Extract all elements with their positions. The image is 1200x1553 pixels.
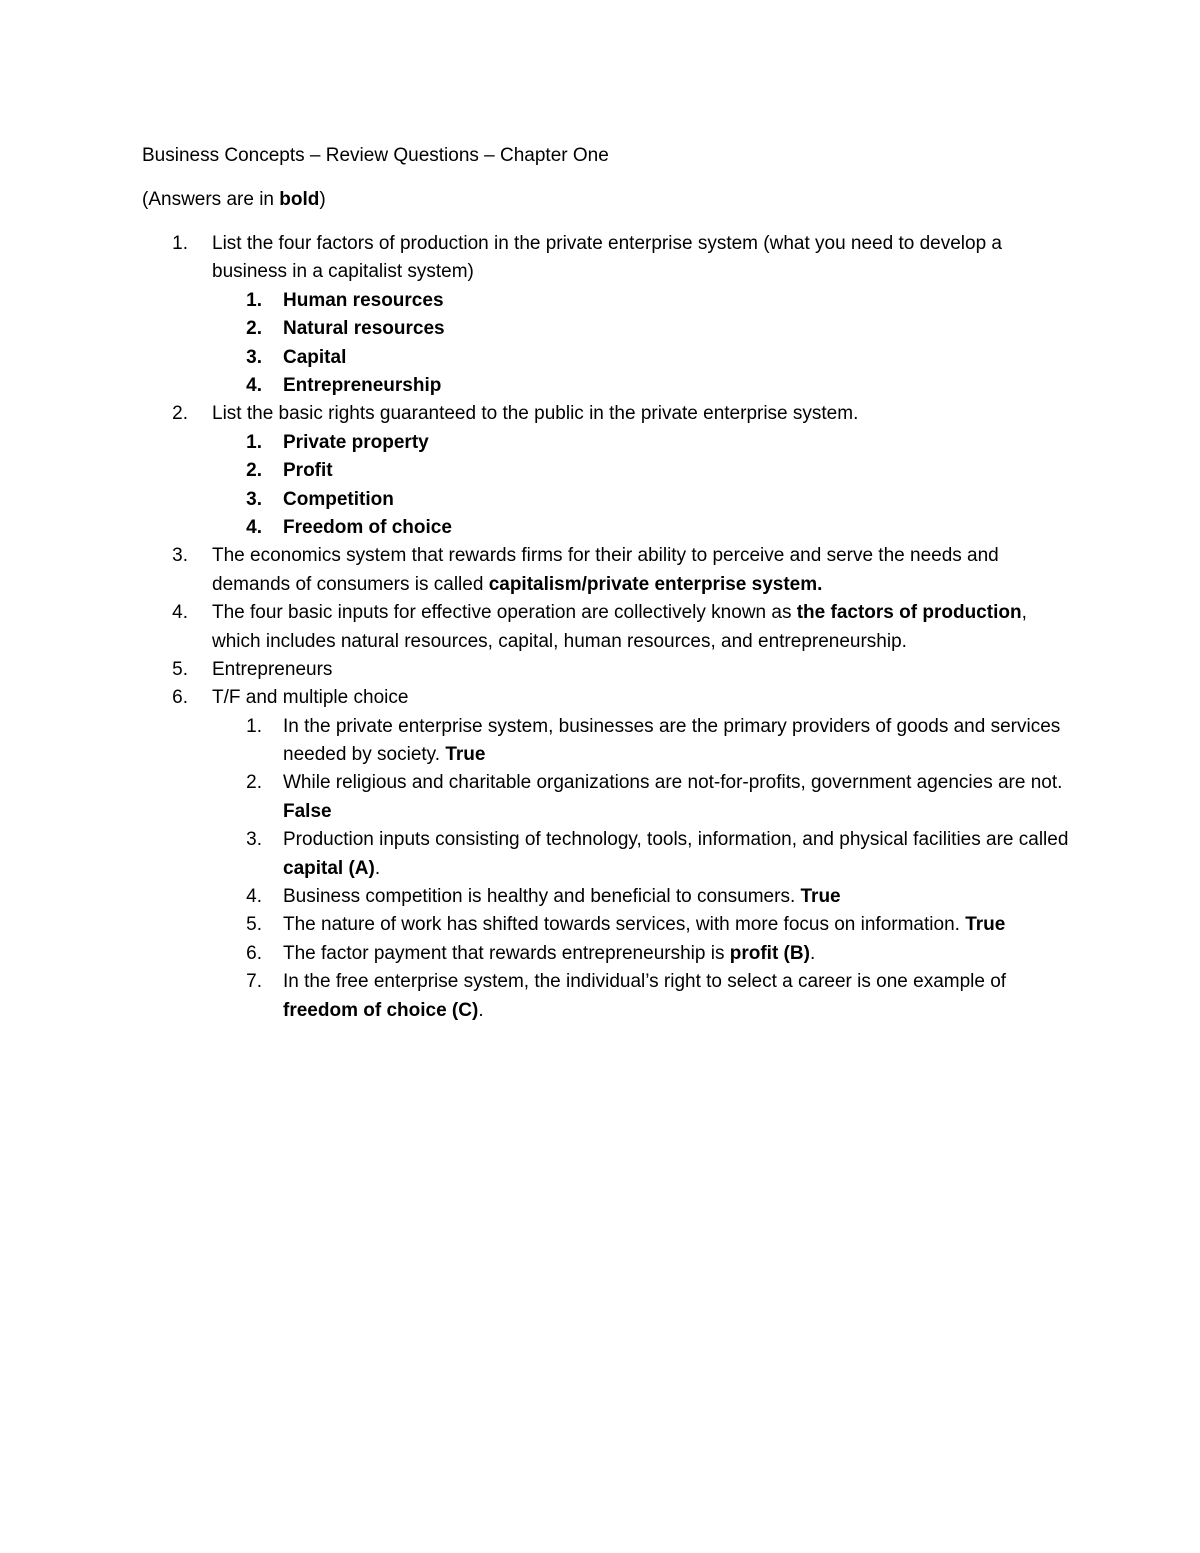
tf-tail: . [374,857,381,879]
tf-item [0,769,1200,826]
answer-text: Competition [283,488,394,510]
answer-item [0,514,1200,542]
answer-text: Freedom of choice [283,516,452,538]
answer-text: Human resources [283,289,444,311]
answer-item [0,429,1200,457]
tf-item [0,826,1200,883]
question-text: The four basic inputs for effective operation are collectively known as [212,602,797,624]
answer-number: 4. [246,516,262,538]
answer-text: Private property [283,431,429,453]
tf-number: 4. [246,886,262,908]
answer-item [0,457,1200,485]
question-answer: capitalism/private enterprise system. [488,573,823,595]
answers-note [142,187,326,213]
tf-answer: freedom of choice (C) [283,999,479,1021]
answer-number: 3. [246,488,262,510]
question-number: 1. [172,233,188,254]
document-title: Business Concepts – Review Questions – Chapter One [142,145,609,166]
tf-number: 3. [246,829,262,851]
tf-text-block [283,826,1073,883]
answer-item [0,486,1200,514]
answer-number: 2. [246,318,262,340]
tf-text: In the free enterprise system, the individual’s right to select a career is one example of [283,971,1007,993]
answers-note-suffix: ) [319,189,326,210]
tf-item [0,713,1200,770]
tf-answer: capital (A) [283,857,375,879]
tf-text: While religious and charitable organizations are not-for-profits, government agencies are not. [283,772,1063,794]
question-item [0,230,1200,287]
answer-text: Profit [283,460,333,482]
question-list [0,230,1200,1025]
tf-text: The nature of work has shifted towards services, with more focus on information. [283,914,966,936]
question-item [0,684,1200,712]
answer-item [0,287,1200,315]
answer-text: Natural resources [283,318,445,340]
tf-item [0,968,1200,1025]
answer-item [0,372,1200,400]
tf-number: 1. [246,715,262,737]
tf-text-block [283,769,1073,826]
question-number: 6. [172,687,188,709]
tf-answer: profit (B) [729,942,810,964]
tf-text-block [283,940,1073,968]
question-text-after: , which includes natural resources, capital, human resources, and entrepreneurship. [212,602,1027,652]
answer-item [0,344,1200,372]
question-answer: the factors of production [796,602,1022,624]
answer-item [0,315,1200,343]
tf-item [0,911,1200,939]
tf-answer: True [445,744,486,766]
tf-text: In the private enterprise system, businesses are the primary providers of goods and services needed by society. [283,715,1061,766]
question-text: List the four factors of production in the private enterprise system (what you need to develop a business in a capitalist system) [212,233,1002,283]
answer-text: Entrepreneurship [283,374,442,396]
tf-item [0,883,1200,911]
tf-number: 7. [246,971,262,993]
question-text: List the basic rights guaranteed to the public in the private enterprise system. [212,403,859,425]
tf-tail: . [478,999,484,1021]
question-number: 4. [172,602,188,624]
question-text-block [212,542,1072,599]
tf-answer: True [800,886,841,908]
question-item [0,400,1200,428]
question-text: T/F and multiple choice [212,687,409,709]
question-item [0,542,1200,599]
question-item [0,599,1200,656]
question-text: Entrepreneurs [212,658,333,680]
tf-text-block [283,713,1073,770]
answer-text: Capital [283,346,347,368]
answer-number: 1. [246,431,262,453]
tf-text-block [283,911,1073,939]
tf-text-block [283,968,1073,1025]
question-number: 5. [172,658,188,680]
tf-number: 5. [246,914,262,936]
question-item [0,656,1200,684]
tf-text: The factor payment that rewards entrepreneurship is [283,942,730,964]
question-text-block [212,599,1072,656]
tf-number: 2. [246,772,262,794]
answer-number: 1. [246,289,262,311]
tf-tail: . [809,942,816,964]
tf-answer: True [965,914,1006,936]
tf-text: Business competition is healthy and beneficial to consumers. [283,886,801,908]
answers-note-prefix: (Answers are in [142,189,280,210]
tf-answer: False [283,800,332,822]
answer-number: 4. [246,374,262,396]
tf-item [0,940,1200,968]
tf-text-block [283,883,1073,911]
question-number: 3. [172,545,188,567]
tf-text: Production inputs consisting of technology, tools, information, and physical facilities are called [283,829,1069,851]
answer-number: 2. [246,460,262,482]
answers-note-bold: bold [279,189,320,210]
answer-number: 3. [246,346,262,368]
tf-number: 6. [246,942,262,964]
question-number: 2. [172,403,188,425]
question-text: The economics system that rewards firms for their ability to perceive and serve the needs and demands of consumers is called [212,545,999,595]
